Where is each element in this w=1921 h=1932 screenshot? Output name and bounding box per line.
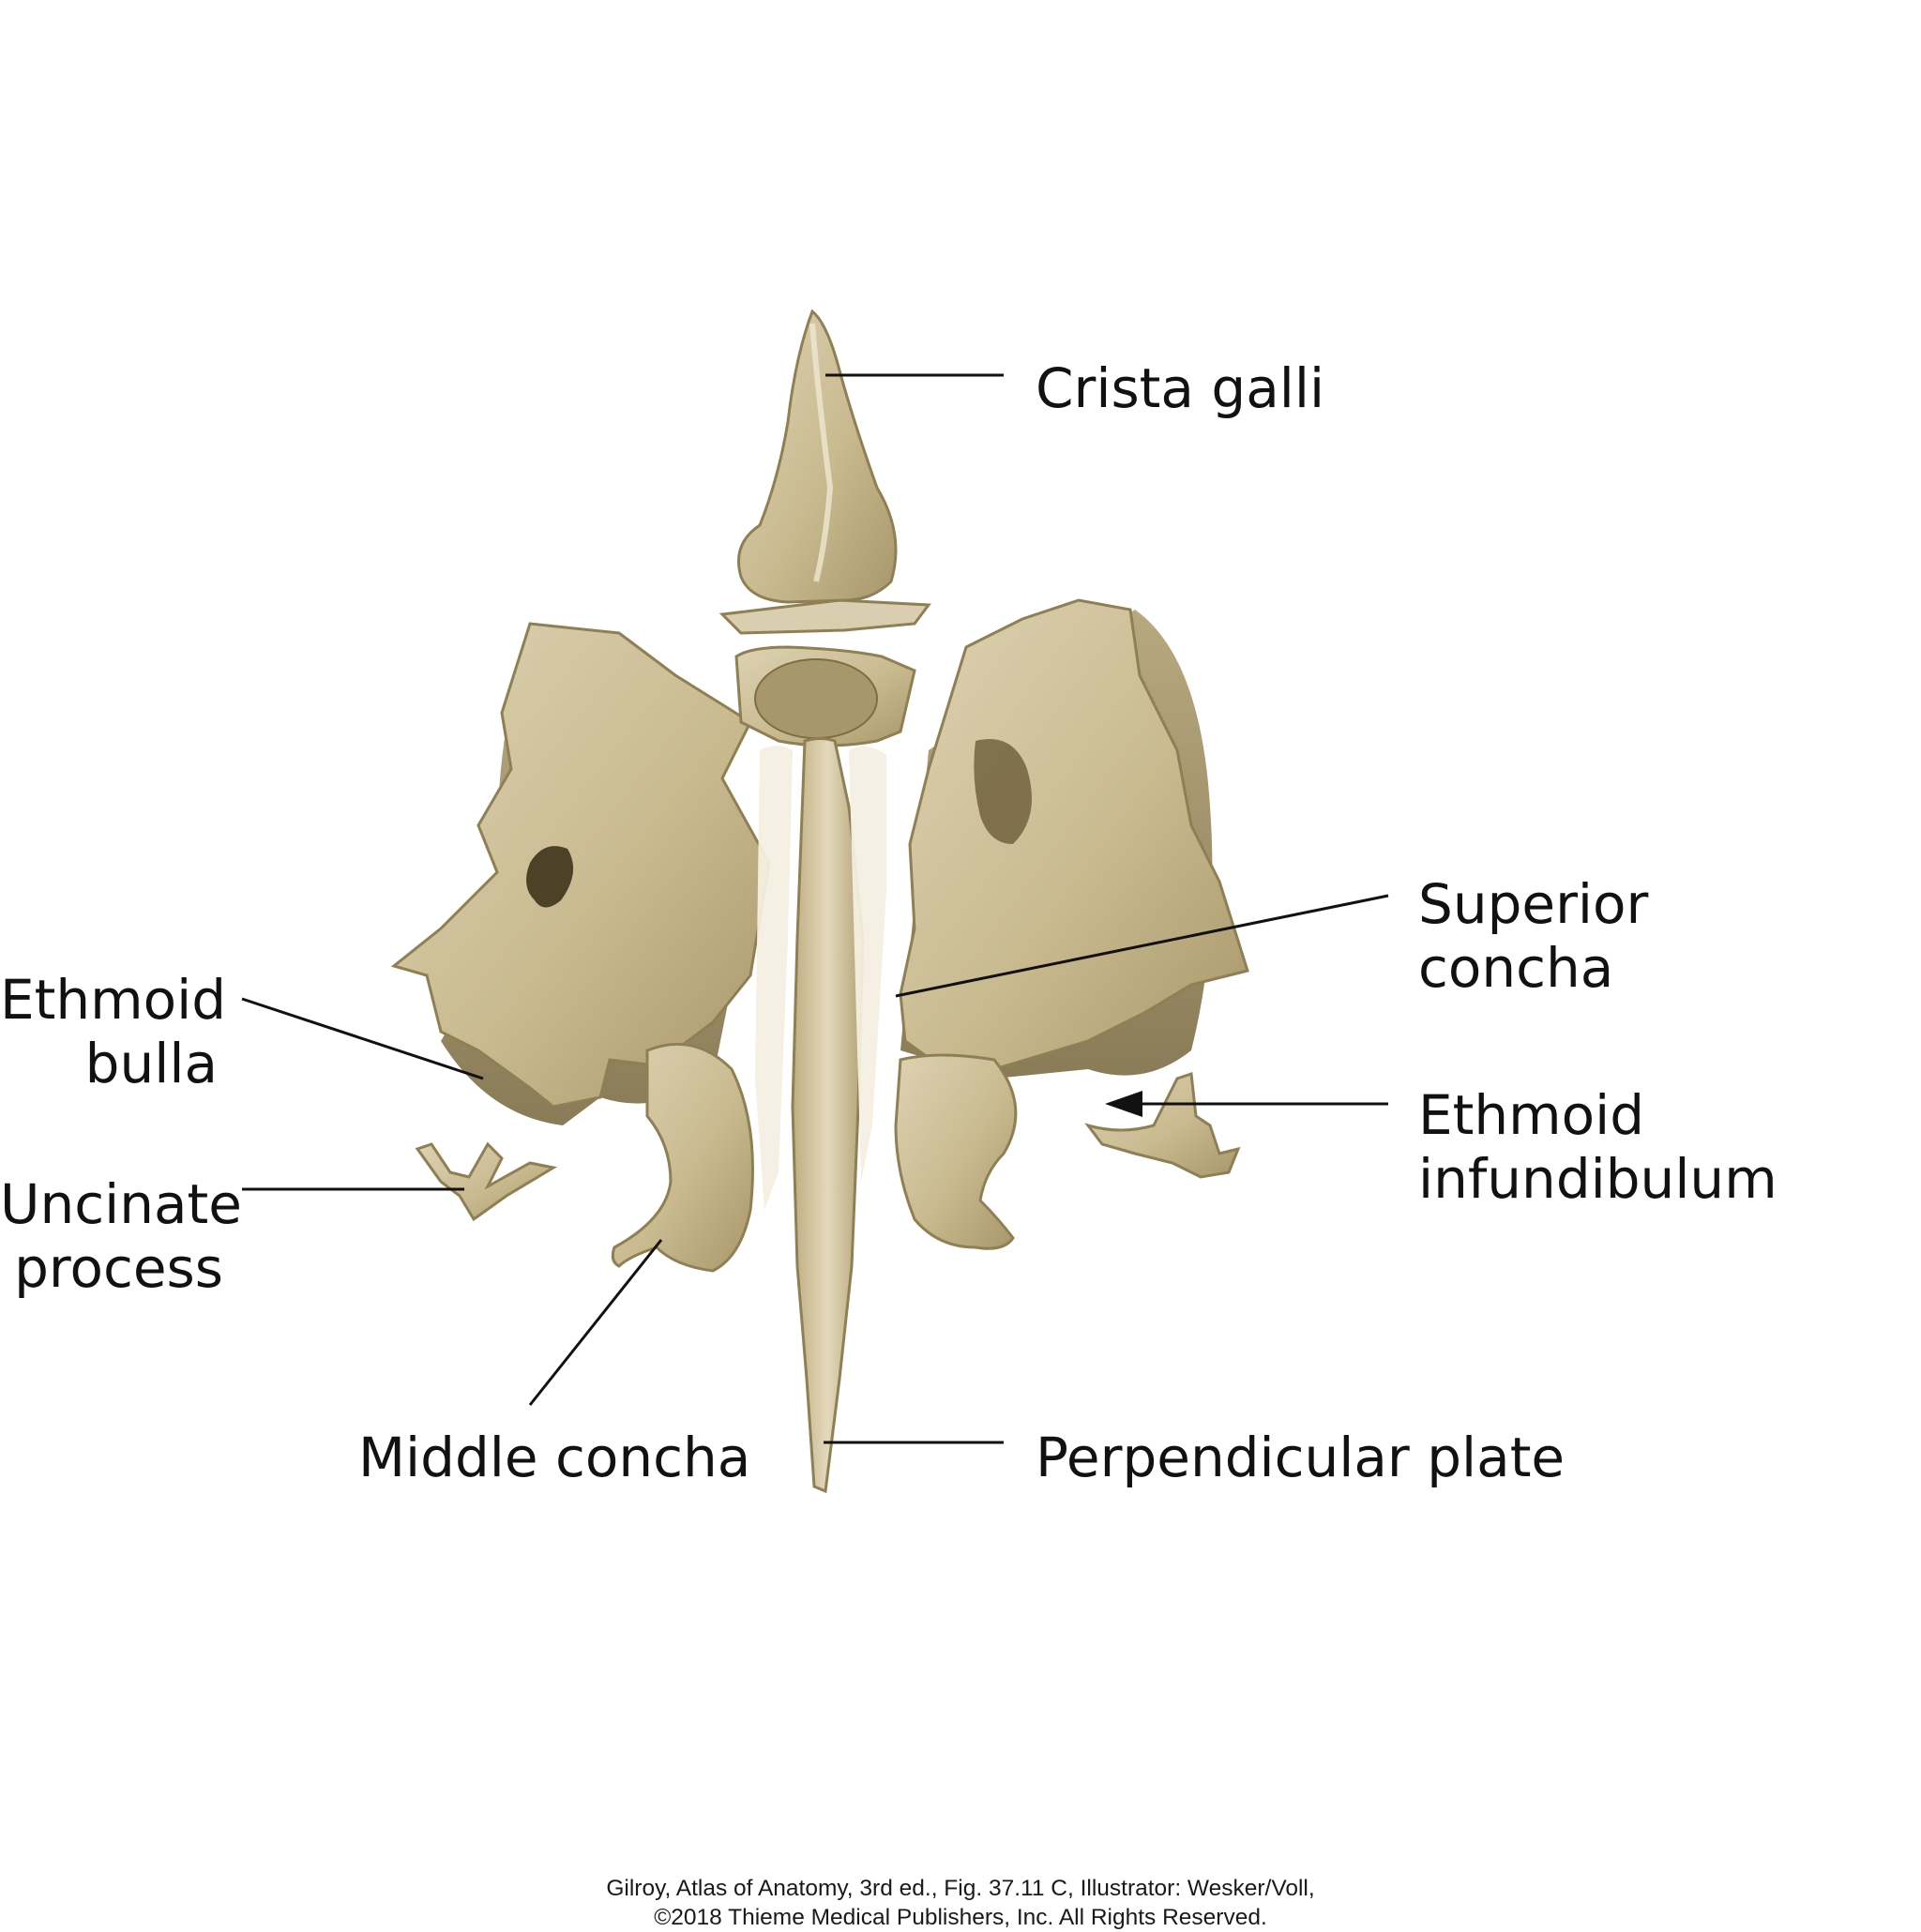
credit-line-1: Gilroy, Atlas of Anatomy, 3rd ed., Fig. 37.11 C, Illustrator: Wesker/Voll, (606, 1876, 1315, 1901)
ethmoid-infundibulum-text-2: infundibulum (1418, 1147, 1777, 1211)
ethmoid-infundibulum-label (1418, 1083, 1777, 1211)
figure-credit (0, 1874, 1921, 1932)
uncinate-process-label (0, 1172, 242, 1300)
right-uncinate-process (1088, 1074, 1238, 1177)
ethmoid-infundibulum-text-1: Ethmoid (1418, 1083, 1645, 1147)
perpendicular-plate-label (1036, 1426, 1565, 1489)
middle-concha-leader (530, 1240, 661, 1405)
perpendicular-plate-text: Perpendicular plate (1036, 1426, 1566, 1489)
credit-line-2: ©2018 Thieme Medical Publishers, Inc. All Rights Reserved. (654, 1905, 1267, 1930)
left-nasal-slit (755, 746, 793, 1210)
superior-concha-text-2: concha (1418, 936, 1614, 1000)
uncinate-process-text-2: process (14, 1236, 223, 1300)
superior-concha-label (1418, 872, 1648, 1000)
central-cavity (755, 659, 877, 738)
middle-concha-label (358, 1426, 750, 1489)
crista-galli-label (1036, 356, 1324, 420)
cribriform-plate (722, 600, 929, 633)
left-uncinate-process (417, 1144, 553, 1219)
uncinate-process-text-1: Uncinate (0, 1172, 242, 1236)
middle-concha-text: Middle concha (358, 1426, 751, 1489)
ethmoid-bulla-label (0, 968, 227, 1095)
right-middle-concha (896, 1055, 1016, 1248)
ethmoid-bulla-text-2: bulla (84, 1032, 218, 1095)
ethmoid-bulla-text-1: Ethmoid (0, 968, 227, 1032)
superior-concha-text-1: Superior (1418, 872, 1649, 936)
crista-galli-text: Crista galli (1036, 356, 1325, 420)
ethmoid-infundibulum-arrowhead (1105, 1091, 1142, 1117)
